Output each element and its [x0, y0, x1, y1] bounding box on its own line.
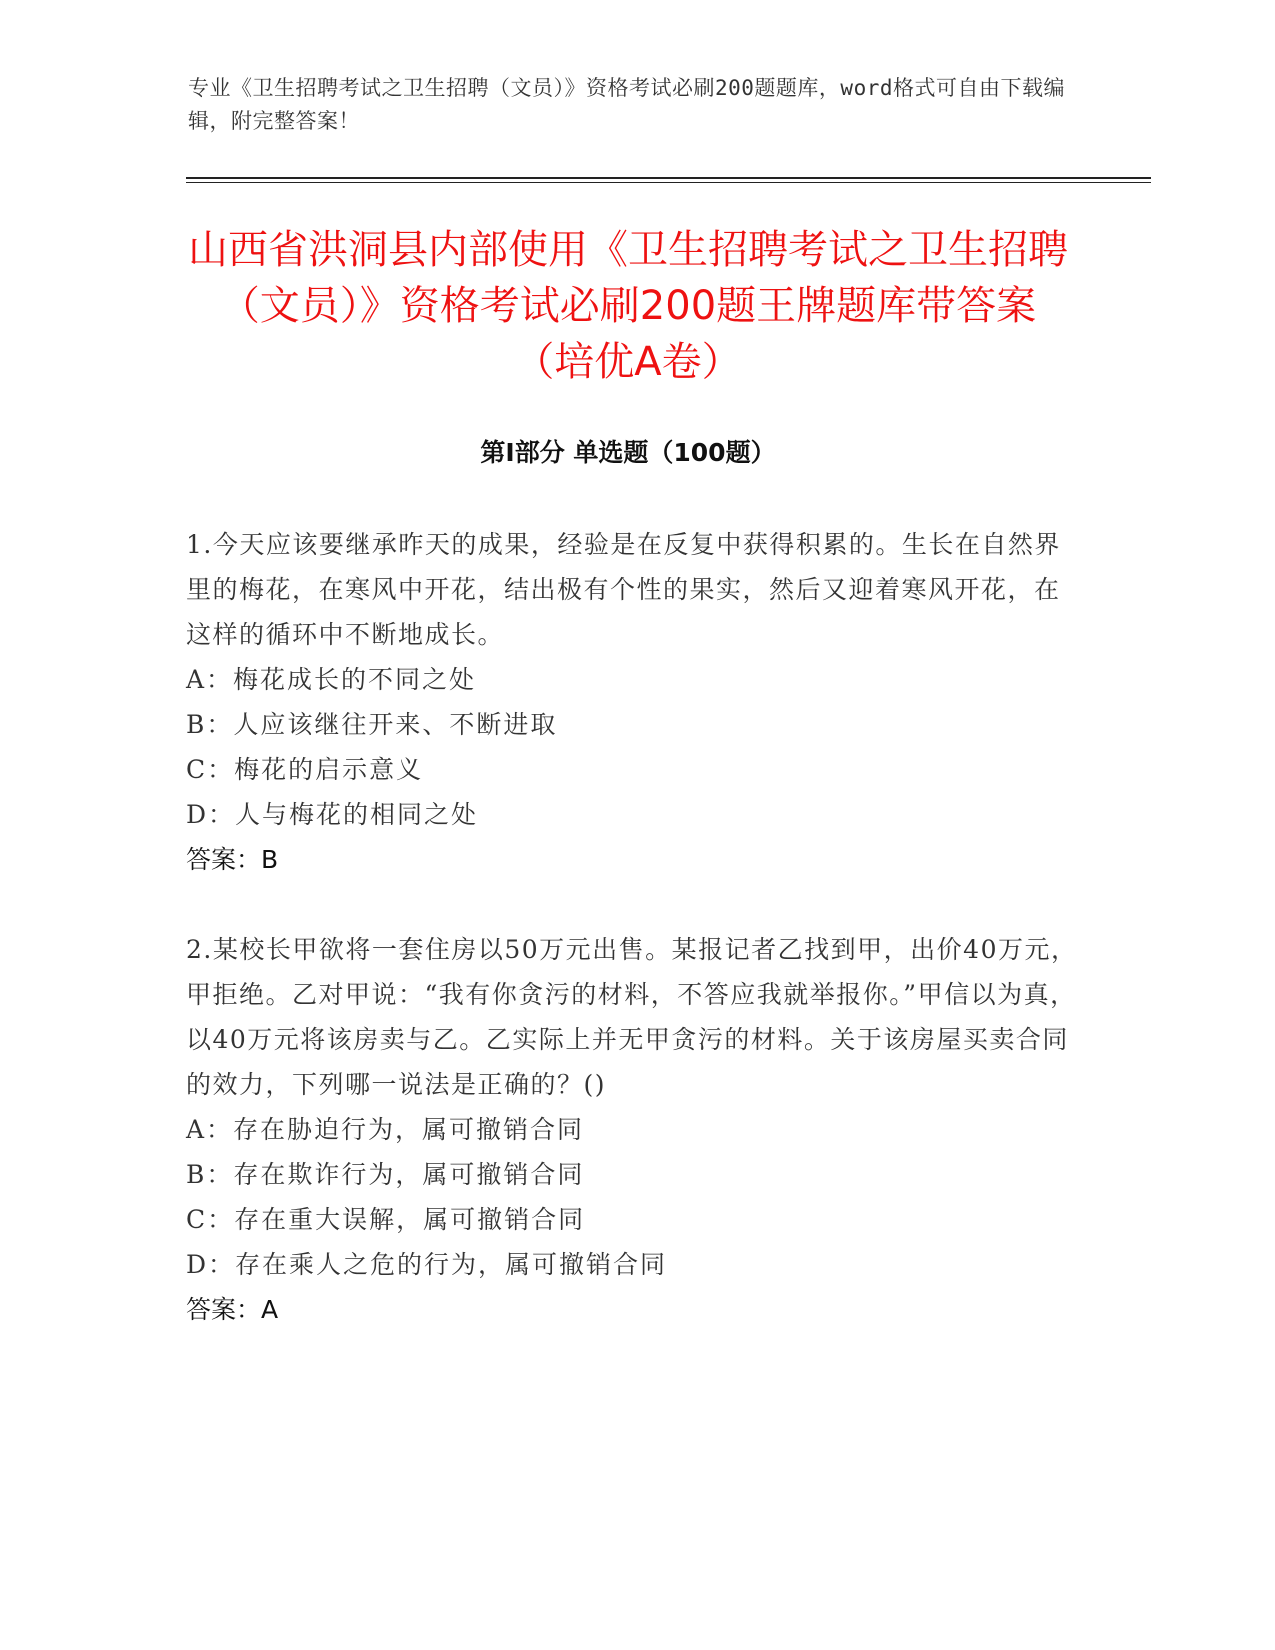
option-a: A：梅花成长的不同之处 [186, 665, 477, 694]
option-a: A：存在胁迫行为，属可撤销合同 [186, 1115, 585, 1144]
question-1 [186, 522, 1086, 882]
option-d: D：存在乘人之危的行为，属可撤销合同 [186, 1250, 668, 1279]
option-b: B：人应该继往开来、不断进取 [186, 710, 558, 739]
document-title: 山西省洪洞县内部使用《卫生招聘考试之卫生招聘（文员）》资格考试必刷200题王牌题库带答案（培优A卷） [188, 227, 1068, 385]
option-b: B：存在欺诈行为，属可撤销合同 [186, 1160, 585, 1189]
question-2 [186, 927, 1086, 1332]
answer: 答案：A [186, 1295, 279, 1324]
header-divider-thin [186, 182, 1151, 183]
question-stem: 2.某校长甲欲将一套住房以50万元出售。某报记者乙找到甲，出价40万元，甲拒绝。乙对甲说：“我有你贪污的材料，不答应我就举报你。”甲信以为真，以40万元将该房卖与乙。乙实际上并无甲贪污的材料。关于该房屋买卖合同的效力，下列哪一说法是正确的？() [186, 935, 1078, 1099]
option-d: D：人与梅花的相同之处 [186, 800, 479, 829]
option-c: C：存在重大误解，属可撤销合同 [186, 1205, 586, 1234]
header-divider-thick [186, 177, 1151, 179]
header-note: 专业《卫生招聘考试之卫生招聘（文员）》资格考试必刷200题题库，word格式可自由下载编辑，附完整答案！ [188, 76, 1065, 133]
answer: 答案：B [186, 845, 279, 874]
question-stem: 1.今天应该要继承昨天的成果，经验是在反复中获得积累的。生长在自然界里的梅花，在寒风中开花，结出极有个性的果实，然后又迎着寒风开花，在这样的循环中不断地成长。 [186, 530, 1061, 649]
option-c: C：梅花的启示意义 [186, 755, 424, 784]
section-heading: 第Ⅰ部分 单选题（100题） [480, 438, 776, 467]
